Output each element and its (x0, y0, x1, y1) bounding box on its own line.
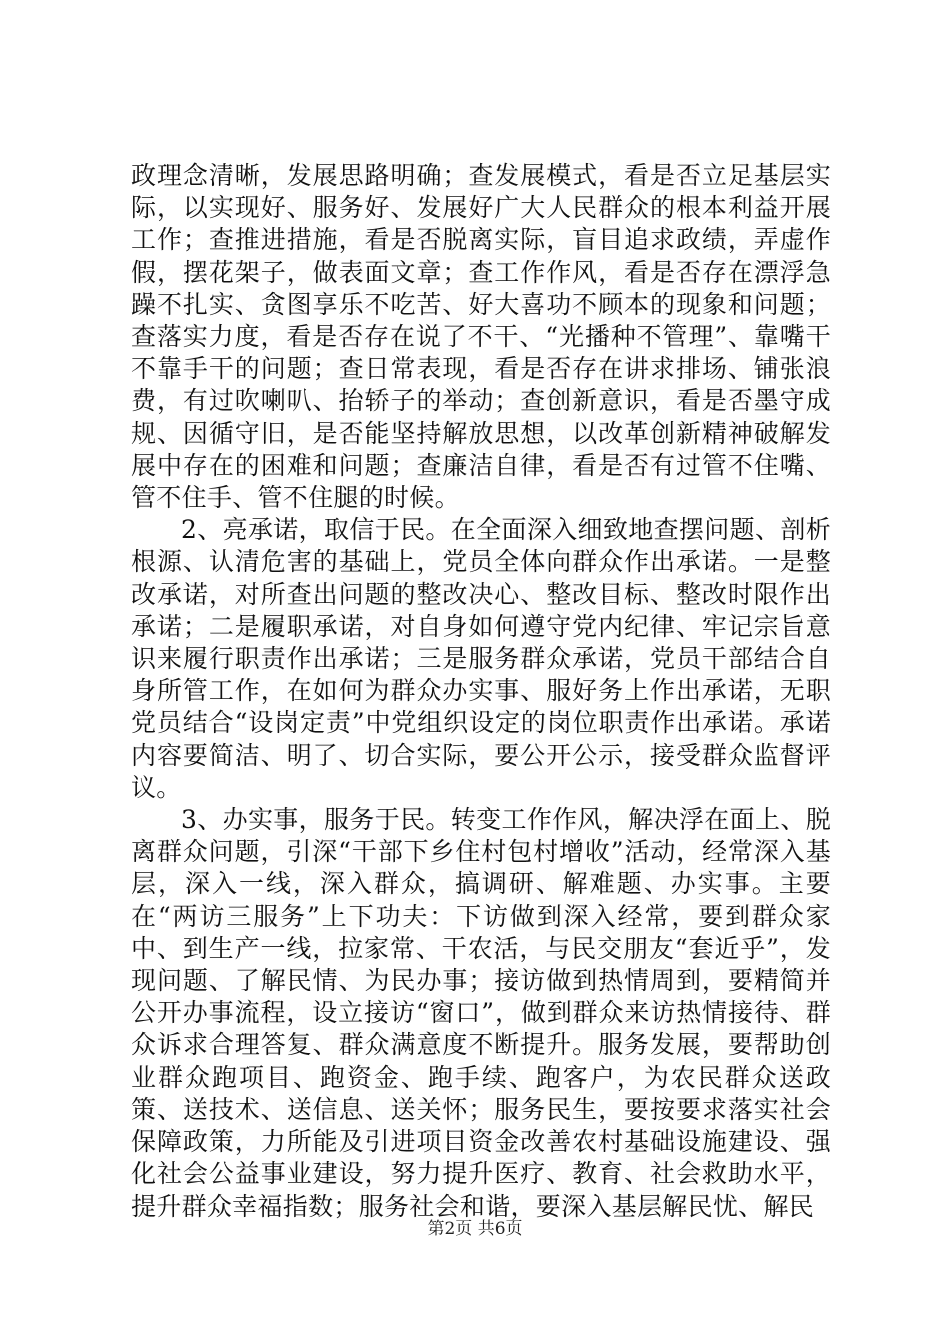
page-footer (0, 1214, 950, 1239)
paragraph-commitment: 2、亮承诺，取信于民。在全面深入细致地查摆问题、剖析根源、认清危害的基础上，党员全体向群众作出承诺。一是整改承诺，对所查出问题的整改决心、整改目标、整改时限作出承诺；二是履职承诺，对自身如何遵守党内纪律、牢记宗旨意识来履行职责作出承诺；三是服务群众承诺，党员干部结合自身所管工作，在如何为群众办实事、服好务上作出承诺，无职党员结合“设岗定责”中党组织设定的岗位职责作出承诺。承诺内容要简洁、明了、切合实际，要公开公示，接受群众监督评议。 (131, 515, 831, 802)
paragraph-service: 3、办实事，服务于民。转变工作作风，解决浮在面上、脱离群众问题，引深“干部下乡住村包村增收”活动，经常深入基层，深入一线，深入群众，搞调研、解难题、办实事。主要在“两访三服务”上下功夫：下访做到深入经常，要到群众家中、到生产一线，拉家常、干农活，与民交朋友“套近乎”，发现问题、了解民情、为民办事；接访做到热情周到，要精简并公开办事流程，设立接访“窗口”，做到群众来访热情接待、群众诉求合理答复、群众满意度不断提升。服务发展，要帮助创业群众跑项目、跑资金、跑手续、跑客户，为农民群众送政策、送技术、送信息、送关怀；服务民生，要按要求落实社会保障政策，力所能及引进项目资金改善农村基础设施建设、强化社会公益事业建设，努力提升医疗、教育、社会救助水平，提升群众幸福指数；服务社会和谐，要深入基层解民忧、解民 (131, 805, 831, 1221)
document-body (131, 160, 831, 1223)
page-number-label: 第2页 共6页 (427, 1219, 523, 1239)
paragraph-continuation: 政理念清晰，发展思路明确；查发展模式，看是否立足基层实际，以实现好、服务好、发展好广大人民群众的根本利益开展工作；查推进措施，看是否脱离实际，盲目追求政绩，弄虚作假，摆花架子，做表面文章；查工作作风，看是否存在漂浮急躁不扎实、贪图享乐不吃苦、好大喜功不顾本的现象和问题；查落实力度，看是否存在说了不干、“光播种不管理”、靠嘴干不靠手干的问题；查日常表现，看是否存在讲求排场、铺张浪费，有过吹喇叭、抬轿子的举动；查创新意识，看是否墨守成规、因循守旧，是否能坚持解放思想，以改革创新精神破解发展中存在的困难和问题；查廉洁自律，看是否有过管不住嘴、管不住手、管不住腿的时候。 (131, 161, 831, 513)
